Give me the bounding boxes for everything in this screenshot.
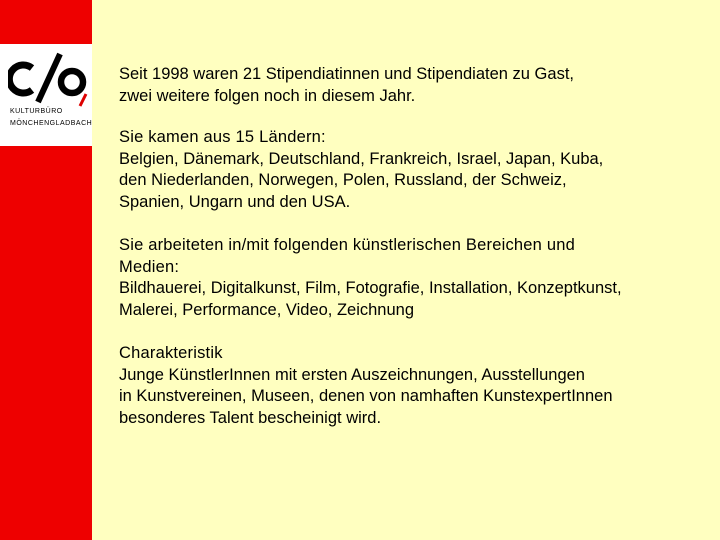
- areas-heading: Sie arbeiteten in/mit folgenden künstlerischen Bereichen und: [119, 236, 575, 254]
- logo-line-2: MÖNCHENGLADBACH: [10, 120, 93, 127]
- characteristics-heading: Charakteristik: [119, 344, 223, 362]
- areas-paragraph: [119, 235, 699, 321]
- logo-line-1: KULTURBÜRO: [10, 108, 63, 115]
- main-text: [119, 64, 699, 451]
- areas-line: Bildhauerei, Digitalkunst, Film, Fotografie, Installation, Konzeptkunst,: [119, 279, 622, 297]
- co-logo-icon: [8, 46, 88, 108]
- characteristics-line: in Kunstvereinen, Museen, denen von namhaften KunstexpertInnen: [119, 387, 613, 405]
- areas-line: Malerei, Performance, Video, Zeichnung: [119, 300, 415, 319]
- countries-heading: Sie kamen aus 15 Ländern:: [119, 128, 326, 146]
- characteristics-line: Junge KünstlerInnen mit ersten Auszeichnungen, Ausstellungen: [119, 365, 585, 384]
- characteristics-paragraph: [119, 343, 699, 429]
- intro-line: Seit 1998 waren 21 Stipendiatinnen und Stipendiaten zu Gast,: [119, 65, 574, 83]
- characteristics-line: besonderes Talent bescheinigt wird.: [119, 408, 382, 427]
- intro-paragraph: [119, 64, 699, 107]
- areas-heading: Medien:: [119, 257, 180, 276]
- countries-line: Spanien, Ungarn und den USA.: [119, 192, 351, 211]
- logo: [0, 44, 92, 146]
- countries-line: Belgien, Dänemark, Deutschland, Frankreich, Israel, Japan, Kuba,: [119, 149, 604, 168]
- countries-line: den Niederlanden, Norwegen, Polen, Russland, der Schweiz,: [119, 171, 567, 189]
- countries-paragraph: [119, 127, 699, 213]
- red-sidebar: [0, 0, 92, 540]
- intro-line: zwei weitere folgen noch in diesem Jahr.: [119, 86, 416, 105]
